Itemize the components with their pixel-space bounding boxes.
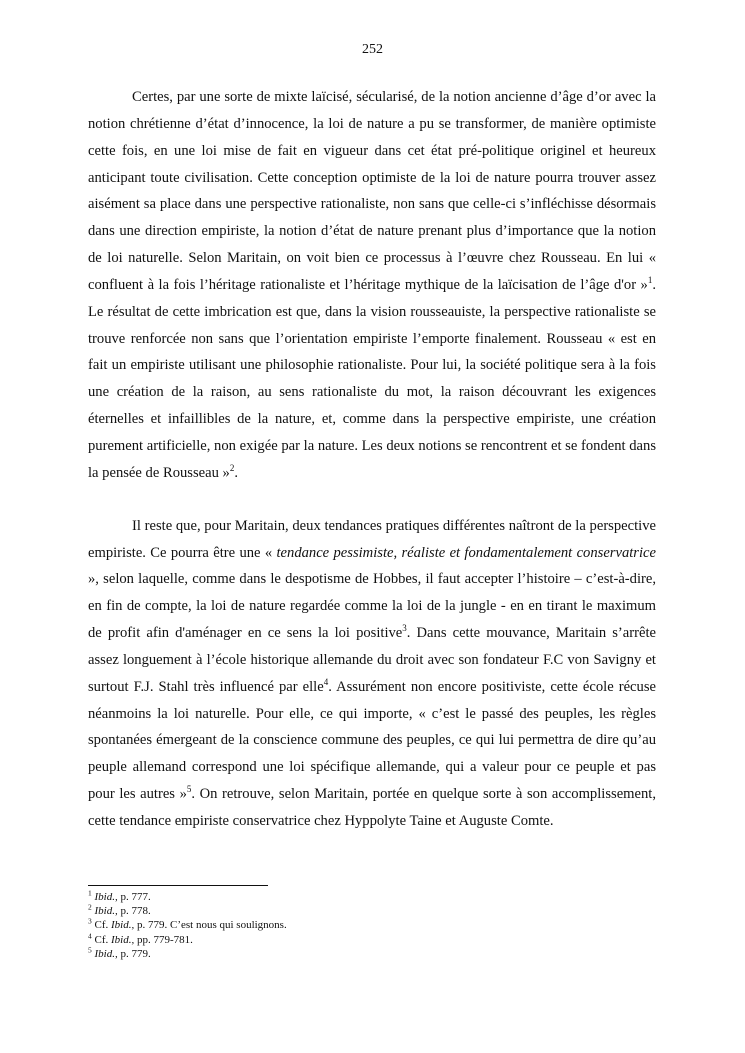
footnote-separator bbox=[88, 885, 268, 886]
footnote-prefix: Cf. bbox=[94, 919, 111, 932]
footnote-text: p. 779. C’est nous qui soulignons. bbox=[134, 919, 287, 932]
footnote-number: 4 bbox=[88, 930, 92, 940]
text-segment: . Dans cette mouvance, Maritain s’arrête assez longuement à l’école historique allemande du droit avec son fondateur F.C von Savigny et surtout F.J. Stahl très influencé par elle bbox=[88, 625, 656, 695]
text-segment: », selon laquelle, comme dans le despotisme de Hobbes, il faut accepter l’histoire – c’est-à-dire, en fin de compte, la loi de nature regardée comme la loi de la jungle - en en tirant le maximum de profit afin d'aménager en ce sens la loi positive bbox=[88, 571, 656, 642]
footnote-number: 5 bbox=[88, 945, 92, 955]
footnote-5 bbox=[88, 947, 656, 961]
footnote-ref-2[interactable]: 2 bbox=[229, 462, 235, 473]
paragraph-1 bbox=[88, 84, 656, 487]
page-number: 252 bbox=[362, 42, 383, 57]
footnote-2 bbox=[88, 904, 656, 918]
paragraph-2 bbox=[88, 513, 656, 835]
footnote-ibid: Ibid., bbox=[94, 905, 118, 918]
text-segment: Il reste que, pour Maritain, deux tendances pratiques différentes naîtront de la perspective empiriste. Ce pourra être une « bbox=[88, 517, 656, 561]
text-segment: . Le résultat de cette imbrication est que, dans la vision rousseauiste, la perspective rationaliste se trouve renforcée non sans que l’orientation empiriste l’emporte finalement. Rousseau « est en fait un empiriste utilisant une philosophie rationaliste. Pour lui, la société politique sera à la fois une création de la raison, au sens rationaliste du mot, la raison découvrant les exigences éternelles et infaillibles de la nature, et, comme dans la perspective empiriste, une création purement artificielle, non exigée par la nature. Les deux notions se rencontrent et se fondent dans la pensée de Rousseau » bbox=[88, 276, 656, 481]
footnote-ibid: Ibid., bbox=[94, 947, 118, 960]
footnote-prefix: Cf. bbox=[94, 933, 111, 946]
text-segment: Certes, par une sorte de mixte laïcisé, sécularisé, de la notion ancienne d’âge d’or avec la notion chrétienne d’état d’innocence, la loi de nature a pu se transformer, de manière optimiste cette fois, en une loi mise de fait en vigueur dans cet état pré-politique originel et heureux anticipant toute civilisation. Cette conception optimiste de la loi de nature pourra trouver assez aisément sa place dans une perspective rationaliste, non sans que celle-ci s’infléchisse désormais dans une direction empiriste, la notion d’état de nature prenant plus d’importance que la notion de loi naturelle. Selon Maritain, on voit bien ce processus à l’œuvre chez Rousseau. En lui « confluent à la fois l’héritage rationaliste et l’héritage mythique de la laïcisation de l’âge d'or » bbox=[88, 89, 656, 293]
footnotes bbox=[88, 890, 656, 961]
footnote-text: p. 778. bbox=[117, 905, 151, 918]
footnote-text: pp. 779-781. bbox=[134, 933, 193, 946]
footnote-ref-5[interactable]: 5 bbox=[186, 784, 192, 795]
footnote-number: 3 bbox=[88, 916, 92, 926]
footnote-ibid: Ibid., bbox=[94, 891, 118, 903]
footnote-4 bbox=[88, 930, 656, 947]
footnote-text: p. 777. bbox=[117, 891, 151, 903]
footnote-ref-3[interactable]: 3 bbox=[402, 623, 407, 634]
footnote-text: p. 779. bbox=[117, 947, 151, 960]
emphasized-quote: tendance pessimiste, réaliste et fondamentalement conservatrice bbox=[276, 544, 656, 561]
footnote-number: 2 bbox=[88, 902, 92, 912]
footnote-ref-1[interactable]: 1 bbox=[647, 275, 653, 286]
text-segment: . bbox=[234, 464, 238, 481]
text-segment: . On retrouve, selon Maritain, portée en quelque sorte à son accomplissement, cette tendance empiriste conservatrice chez Hyppolyte Taine et Auguste Comte. bbox=[88, 786, 656, 829]
footnote-1 bbox=[88, 890, 656, 904]
footnote-ibid: Ibid., bbox=[111, 933, 135, 946]
body-text bbox=[88, 84, 656, 835]
footnote-number: 1 bbox=[88, 888, 92, 898]
footnote-ref-4[interactable]: 4 bbox=[323, 676, 329, 687]
text-segment: . Assurément non encore positiviste, cette école récuse néanmoins la loi naturelle. Pour elle, ce qui importe, « c’est le passé des peuples, les règles spontanées émergeant de la conscience commune des peuples, ce qui lui permettra de dire qu’au peuple allemand correspond une loi spécifique allemande, qui a valeur pour ce peuple et pas pour les autres » bbox=[88, 678, 656, 803]
footnote-ibid: Ibid., bbox=[111, 919, 135, 932]
footnote-3 bbox=[88, 918, 656, 932]
